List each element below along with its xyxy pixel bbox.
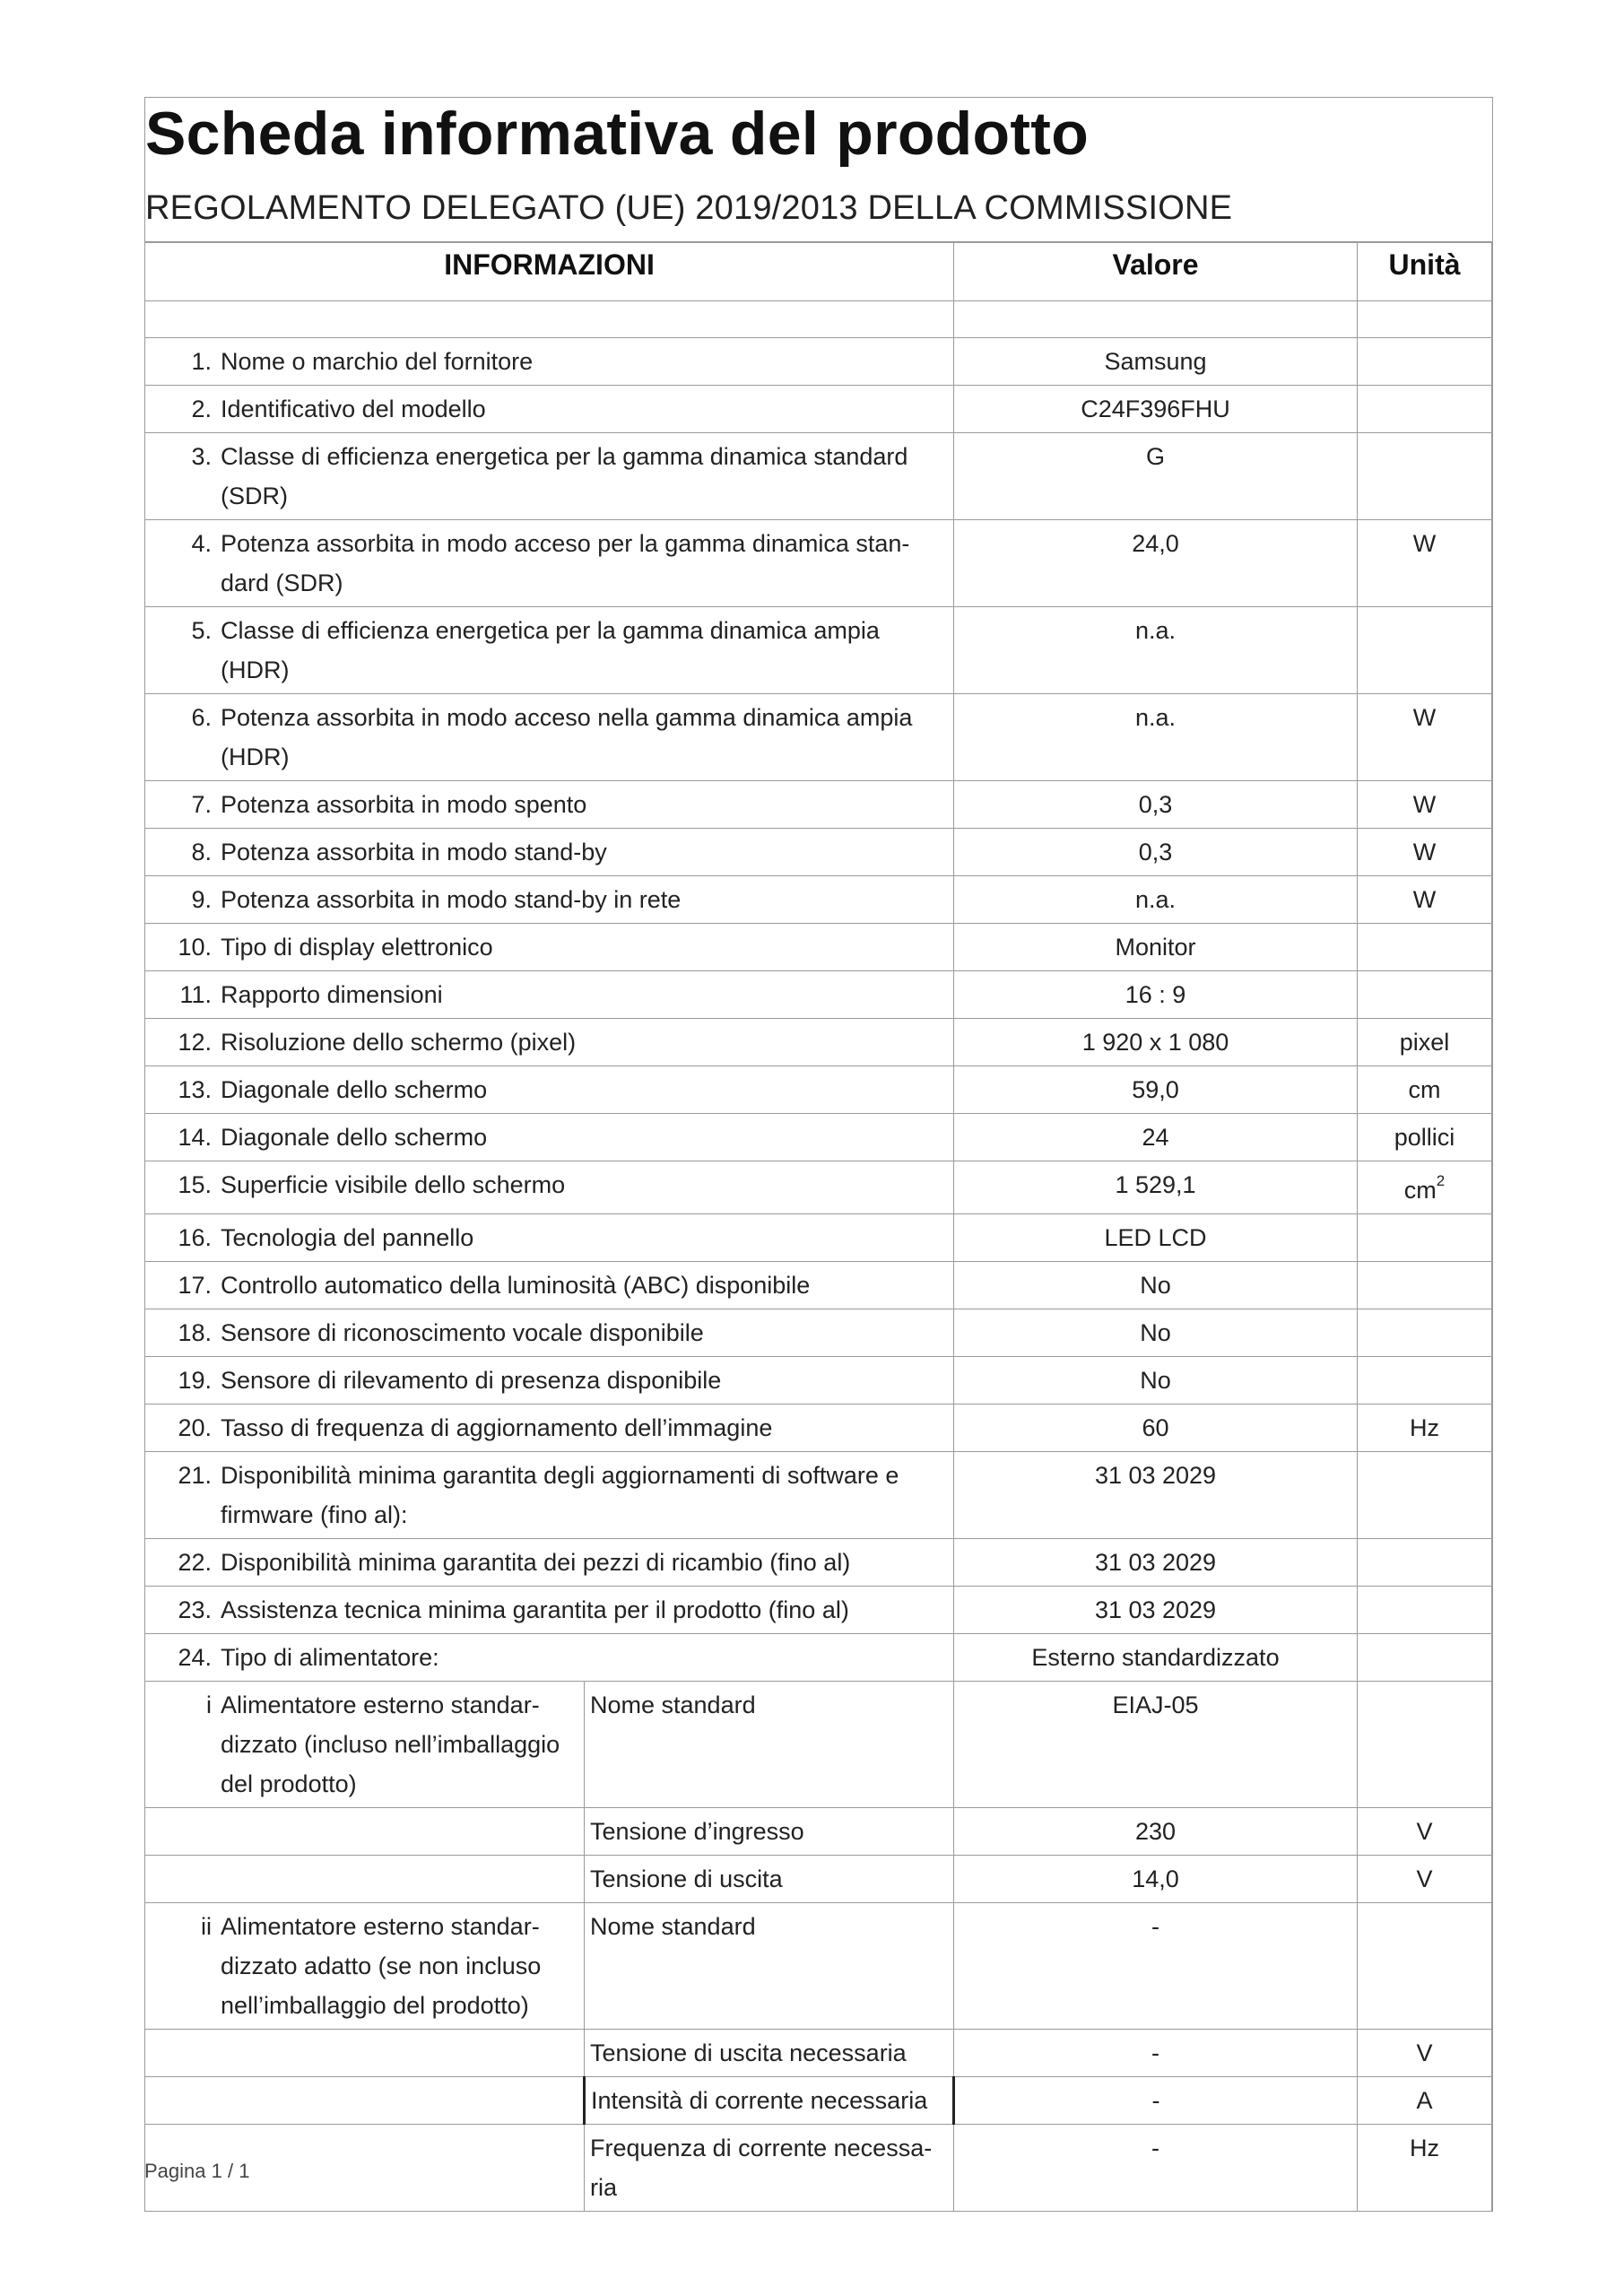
psu-param-unit (1358, 1682, 1492, 1808)
row-label: Potenza assorbita in modo spento (221, 791, 587, 818)
row-item (151, 1543, 948, 1582)
table-row (145, 1214, 1492, 1262)
psu-group-cell (145, 1903, 585, 2030)
row-label: Classe di efficienza energetica per la gamma dinamica ampia (HDR) (221, 617, 880, 683)
row-number: 14. (178, 1124, 212, 1151)
row-unit (1358, 1066, 1492, 1114)
row-value: 1 529,1 (954, 1161, 1358, 1214)
row-label-cell (145, 876, 954, 924)
row-unit (1358, 829, 1492, 876)
row-label-cell (145, 1019, 954, 1066)
row-value: 31 03 2029 (954, 1587, 1358, 1634)
row-value: Esterno standardizzato (954, 1634, 1358, 1682)
table-row (145, 1357, 1492, 1405)
row-label-cell (145, 386, 954, 433)
row-unit (1358, 924, 1492, 971)
row-value: 31 03 2029 (954, 1452, 1358, 1539)
row-unit (1358, 694, 1492, 781)
row-item (151, 1165, 948, 1205)
psu-group-number: i (206, 1692, 212, 1718)
row-unit (1358, 1587, 1492, 1634)
row-unit (1358, 433, 1492, 520)
table-row (145, 876, 1492, 924)
row-label: Tipo di alimentatore: (221, 1644, 439, 1671)
table-body (145, 301, 1492, 2212)
row-unit (1358, 971, 1492, 1019)
row-unit (1358, 1161, 1492, 1214)
row-item (151, 611, 948, 690)
psu-group-cell (145, 2077, 585, 2125)
row-item (151, 1118, 948, 1157)
row-label-cell (145, 1634, 954, 1682)
table-row (145, 1539, 1492, 1587)
psu-group-number: ii (201, 1913, 212, 1940)
psu-group-item (151, 1907, 578, 2025)
psu-row (145, 1808, 1492, 1856)
row-item (151, 1070, 948, 1109)
info-table (144, 242, 1492, 2212)
row-value: 60 (954, 1405, 1358, 1452)
table-row (145, 520, 1492, 607)
row-value: No (954, 1309, 1358, 1357)
row-number: 2. (191, 396, 212, 422)
row-number: 9. (191, 886, 212, 913)
row-label-cell (145, 829, 954, 876)
row-unit (1358, 876, 1492, 924)
row-item (151, 698, 948, 777)
row-label-cell (145, 1452, 954, 1539)
psu-group-cell (145, 2030, 585, 2077)
page-number: Pagina 1 / 1 (144, 2160, 250, 2182)
row-value: Monitor (954, 924, 1358, 971)
row-label-cell (145, 607, 954, 694)
row-value: 1 920 x 1 080 (954, 1019, 1358, 1066)
row-number: 4. (191, 530, 212, 557)
row-item (151, 389, 948, 429)
row-value: 59,0 (954, 1066, 1358, 1114)
psu-group-cell (145, 1682, 585, 1808)
psu-param-label: Tensione di uscita (585, 1856, 954, 1903)
row-value: LED LCD (954, 1214, 1358, 1262)
psu-group-label: Alimentatore esterno standar-dizzato (incluso nell’imballaggio del prodotto) (221, 1692, 560, 1797)
row-number: 10. (178, 934, 212, 961)
row-item (151, 832, 948, 872)
row-item (151, 1265, 948, 1305)
row-value: n.a. (954, 876, 1358, 924)
row-label: Disponibilità minima garantita degli aggiornamenti di software e firmware (fino al): (221, 1462, 899, 1528)
row-label: Classe di efficienza energetica per la gamma dinamica standard (SDR) (221, 443, 908, 509)
table-row (145, 1114, 1492, 1161)
row-number: 5. (191, 617, 212, 644)
row-label: Potenza assorbita in modo acceso per la gamma dinamica stan-dard (SDR) (221, 530, 910, 596)
row-label: Disponibilità minima garantita dei pezzi di ricambio (fino al) (221, 1549, 851, 1576)
row-label-cell (145, 1357, 954, 1405)
row-label: Sensore di riconoscimento vocale disponibile (221, 1319, 704, 1346)
table-row (145, 1066, 1492, 1114)
psu-row (145, 2125, 1492, 2212)
psu-param-unit: V (1358, 2030, 1492, 2077)
table-row (145, 338, 1492, 386)
row-label-cell (145, 1114, 954, 1161)
row-value: n.a. (954, 694, 1358, 781)
row-label-cell (145, 338, 954, 386)
row-label-cell (145, 781, 954, 829)
table-row (145, 1262, 1492, 1309)
row-label: Potenza assorbita in modo stand-by in rete (221, 886, 682, 913)
spacer-row (145, 301, 1492, 338)
row-number: 15. (178, 1171, 212, 1198)
row-item (151, 437, 948, 516)
row-value: Samsung (954, 338, 1358, 386)
psu-param-label: Nome standard (585, 1682, 954, 1808)
row-label-cell (145, 971, 954, 1019)
psu-param-value: - (954, 2077, 1358, 2125)
table-row (145, 924, 1492, 971)
row-label: Tipo di display elettronico (221, 934, 493, 961)
row-unit (1358, 1405, 1492, 1452)
table-row (145, 1452, 1492, 1539)
column-header-unit: Unità (1358, 243, 1492, 301)
row-value: C24F396FHU (954, 386, 1358, 433)
unit-text: cm (1403, 1177, 1437, 1204)
psu-row (145, 2030, 1492, 2077)
table-row (145, 1634, 1492, 1682)
row-label: Diagonale dello schermo (221, 1124, 488, 1151)
row-label: Tasso di frequenza di aggiornamento dell’immagine (221, 1414, 773, 1441)
row-label: Potenza assorbita in modo stand-by (221, 839, 607, 865)
unit-text: Hz (1410, 1414, 1440, 1441)
psu-param-unit: Hz (1358, 2125, 1492, 2212)
row-number: 24. (178, 1644, 212, 1671)
row-unit (1358, 1634, 1492, 1682)
psu-param-value: 230 (954, 1808, 1358, 1856)
row-number: 13. (178, 1076, 212, 1103)
psu-row (145, 1682, 1492, 1808)
row-value: 0,3 (954, 829, 1358, 876)
row-unit (1358, 1262, 1492, 1309)
product-info-sheet (144, 97, 1493, 2212)
row-label: Potenza assorbita in modo acceso nella gamma dinamica ampia (HDR) (221, 704, 913, 770)
psu-param-label: Intensità di corrente necessaria (585, 2077, 954, 2125)
table-row (145, 433, 1492, 520)
psu-param-unit (1358, 1903, 1492, 2030)
row-item (151, 1408, 948, 1448)
row-item (151, 1456, 948, 1535)
row-unit (1358, 1019, 1492, 1066)
row-label-cell (145, 1262, 954, 1309)
row-number: 11. (179, 981, 212, 1008)
row-number: 16. (178, 1224, 212, 1251)
row-label: Sensore di rilevamento di presenza disponibile (221, 1367, 722, 1394)
psu-group-cell (145, 1856, 585, 1903)
row-unit (1358, 1214, 1492, 1262)
table-row (145, 694, 1492, 781)
psu-row (145, 1856, 1492, 1903)
psu-param-label: Tensione d’ingresso (585, 1808, 954, 1856)
row-value: 31 03 2029 (954, 1539, 1358, 1587)
row-unit (1358, 338, 1492, 386)
row-number: 3. (191, 443, 212, 470)
sheet-header (145, 98, 1492, 242)
psu-param-unit: V (1358, 1808, 1492, 1856)
table-row (145, 781, 1492, 829)
unit-text: W (1412, 839, 1437, 865)
row-number: 1. (191, 348, 212, 375)
row-item (151, 1590, 948, 1630)
row-label-cell (145, 1309, 954, 1357)
row-value: n.a. (954, 607, 1358, 694)
row-value: 24,0 (954, 520, 1358, 607)
row-number: 8. (191, 839, 212, 865)
row-label: Controllo automatico della luminosità (ABC) disponibile (221, 1272, 811, 1299)
row-label: Identificativo del modello (221, 396, 486, 422)
row-label: Tecnologia del pannello (221, 1224, 474, 1251)
psu-param-value: EIAJ-05 (954, 1682, 1358, 1808)
row-unit (1358, 1114, 1492, 1161)
unit-text: W (1412, 530, 1437, 557)
psu-param-label: Tensione di uscita necessaria (585, 2030, 954, 2077)
row-label-cell (145, 1587, 954, 1634)
row-label-cell (145, 433, 954, 520)
row-label: Rapporto dimensioni (221, 981, 443, 1008)
row-unit (1358, 1452, 1492, 1539)
row-label-cell (145, 1405, 954, 1452)
psu-param-unit: V (1358, 1856, 1492, 1903)
table-header-row (145, 243, 1492, 301)
row-number: 21. (178, 1462, 212, 1489)
psu-param-value: - (954, 1903, 1358, 2030)
row-item (151, 1638, 948, 1677)
row-label-cell (145, 1214, 954, 1262)
row-item (151, 342, 948, 381)
table-row (145, 1019, 1492, 1066)
psu-param-label: Nome standard (585, 1903, 954, 2030)
row-item (151, 1313, 948, 1352)
psu-param-unit: A (1358, 2077, 1492, 2125)
row-unit (1358, 520, 1492, 607)
table-row (145, 386, 1492, 433)
unit-text: W (1412, 791, 1437, 818)
row-unit (1358, 607, 1492, 694)
row-item (151, 1361, 948, 1400)
row-unit (1358, 1309, 1492, 1357)
psu-param-label: Frequenza di corrente necessa-ria (585, 2125, 954, 2212)
row-value: 16 : 9 (954, 971, 1358, 1019)
row-item (151, 975, 948, 1014)
unit-text: W (1412, 886, 1437, 913)
row-unit (1358, 1539, 1492, 1587)
row-label-cell (145, 1161, 954, 1214)
row-label: Nome o marchio del fornitore (221, 348, 534, 375)
psu-row (145, 1903, 1492, 2030)
unit-text: cm (1408, 1076, 1441, 1103)
row-number: 23. (178, 1596, 212, 1623)
row-number: 19. (178, 1367, 212, 1394)
table-row (145, 1587, 1492, 1634)
table-row (145, 607, 1492, 694)
row-label-cell (145, 694, 954, 781)
table-row (145, 1405, 1492, 1452)
row-item (151, 1022, 948, 1062)
row-value: G (954, 433, 1358, 520)
table-row (145, 829, 1492, 876)
row-unit (1358, 1357, 1492, 1405)
row-value: No (954, 1262, 1358, 1309)
row-label: Diagonale dello schermo (221, 1076, 488, 1103)
psu-group-item (151, 1685, 578, 1804)
table-row (145, 971, 1492, 1019)
row-number: 12. (178, 1029, 212, 1056)
psu-param-value: - (954, 2125, 1358, 2212)
row-item (151, 524, 948, 603)
row-label-cell (145, 1066, 954, 1114)
row-label: Superficie visibile dello schermo (221, 1171, 566, 1198)
row-label: Risoluzione dello schermo (pixel) (221, 1029, 577, 1056)
table-row (145, 1309, 1492, 1357)
psu-param-value: - (954, 2030, 1358, 2077)
row-label-cell (145, 924, 954, 971)
row-unit (1358, 386, 1492, 433)
page-title: Scheda informativa del prodotto (145, 100, 1090, 168)
row-item (151, 880, 948, 919)
row-number: 17. (178, 1272, 212, 1299)
unit-text: pollici (1394, 1124, 1455, 1151)
row-label: Assistenza tecnica minima garantita per il prodotto (fino al) (221, 1596, 849, 1623)
regulation-subtitle: REGOLAMENTO DELEGATO (UE) 2019/2013 DELLA COMMISSIONE (145, 189, 1233, 227)
column-header-info: INFORMAZIONI (145, 243, 954, 301)
psu-group-cell (145, 1808, 585, 1856)
row-item (151, 785, 948, 824)
row-number: 18. (178, 1319, 212, 1346)
row-value: 24 (954, 1114, 1358, 1161)
psu-param-value: 14,0 (954, 1856, 1358, 1903)
row-value: 0,3 (954, 781, 1358, 829)
psu-row (145, 2077, 1492, 2125)
table-row (145, 1161, 1492, 1214)
psu-group-label: Alimentatore esterno standar-dizzato adatto (se non incluso nell’imballaggio del prodotto) (221, 1913, 542, 2019)
unit-text: pixel (1399, 1029, 1450, 1056)
unit-superscript: 2 (1436, 1172, 1446, 1189)
row-number: 7. (191, 791, 212, 818)
row-unit (1358, 781, 1492, 829)
column-header-value: Valore (954, 243, 1358, 301)
row-item (151, 927, 948, 967)
row-label-cell (145, 520, 954, 607)
row-number: 22. (178, 1549, 212, 1576)
row-item (151, 1218, 948, 1257)
unit-text: W (1412, 704, 1437, 731)
row-value: No (954, 1357, 1358, 1405)
row-number: 6. (191, 704, 212, 731)
row-label-cell (145, 1539, 954, 1587)
row-number: 20. (178, 1414, 212, 1441)
